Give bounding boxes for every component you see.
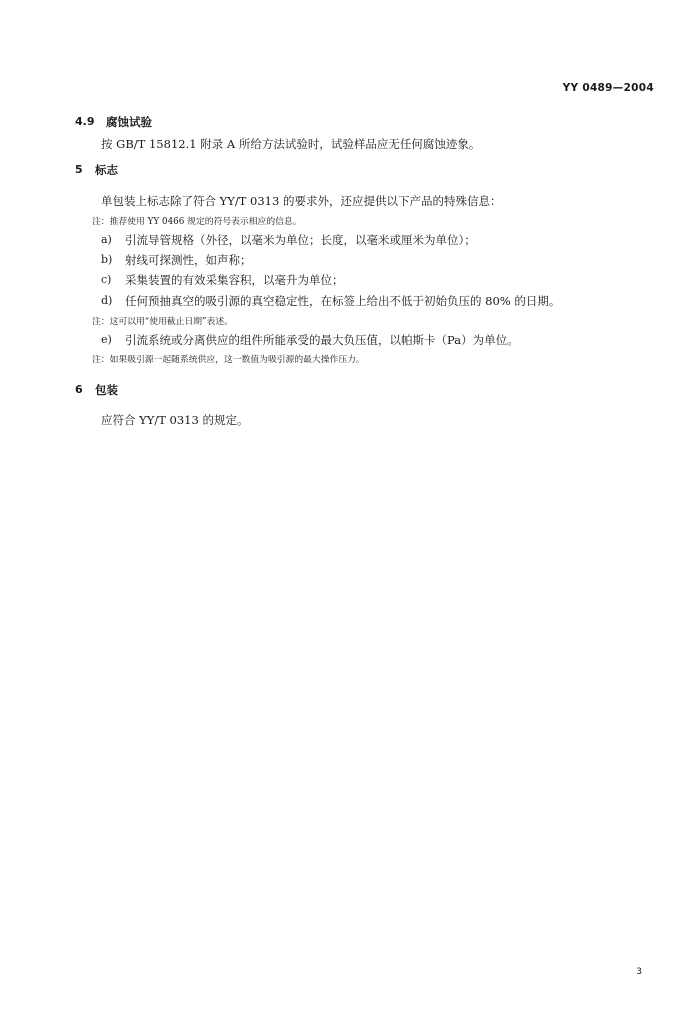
list-item-text: 引流系统或分离供应的组件所能承受的最大负压值，以帕斯卡（Pa）为单位。 xyxy=(125,333,519,347)
section-4-9-text: 按 GB/T 15812.1 附录 A 所给方法试验时，试验样品应无任何腐蚀迹象。 xyxy=(101,137,481,151)
item-e-note: 注：如果吸引源一起随系统供应，这一数值为吸引源的最大操作压力。 xyxy=(92,355,365,365)
section-6-title: 包装 xyxy=(95,383,118,397)
list-item-text: 任何预抽真空的吸引源的真空稳定性，在标签上给出不低于初始负压的 80% 的日期。 xyxy=(125,294,561,308)
section-4-9-number: 4.9 xyxy=(75,115,95,128)
section-5-number: 5 xyxy=(75,163,83,176)
section-6-text: 应符合 YY/T 0313 的规定。 xyxy=(101,413,249,427)
list-item-text: 引流导管规格（外径，以毫米为单位；长度，以毫米或厘米为单位）； xyxy=(125,233,476,247)
section-5-intro: 单包装上标志除了符合 YY/T 0313 的要求外，还应提供以下产品的特殊信息： xyxy=(101,194,502,208)
page-number: 3 xyxy=(636,967,642,977)
list-item-marker: a) xyxy=(101,233,112,246)
section-4-9-title: 腐蚀试验 xyxy=(106,115,152,129)
section-6-number: 6 xyxy=(75,383,83,396)
item-d-note: 注：这可以用“使用截止日期”表述。 xyxy=(92,317,233,327)
list-item-text: 射线可探测性，如声称； xyxy=(125,253,252,267)
document-code: YY 0489—2004 xyxy=(562,82,654,94)
section-5-note: 注：推荐使用 YY 0466 规定的符号表示相应的信息。 xyxy=(92,217,302,227)
list-item-marker: b) xyxy=(101,253,113,266)
list-item-marker: c) xyxy=(101,273,112,286)
list-item-marker: d) xyxy=(101,294,113,307)
list-item-marker: e) xyxy=(101,333,112,346)
list-item-text: 采集装置的有效采集容积，以毫升为单位； xyxy=(125,273,344,287)
section-5-title: 标志 xyxy=(95,163,118,177)
